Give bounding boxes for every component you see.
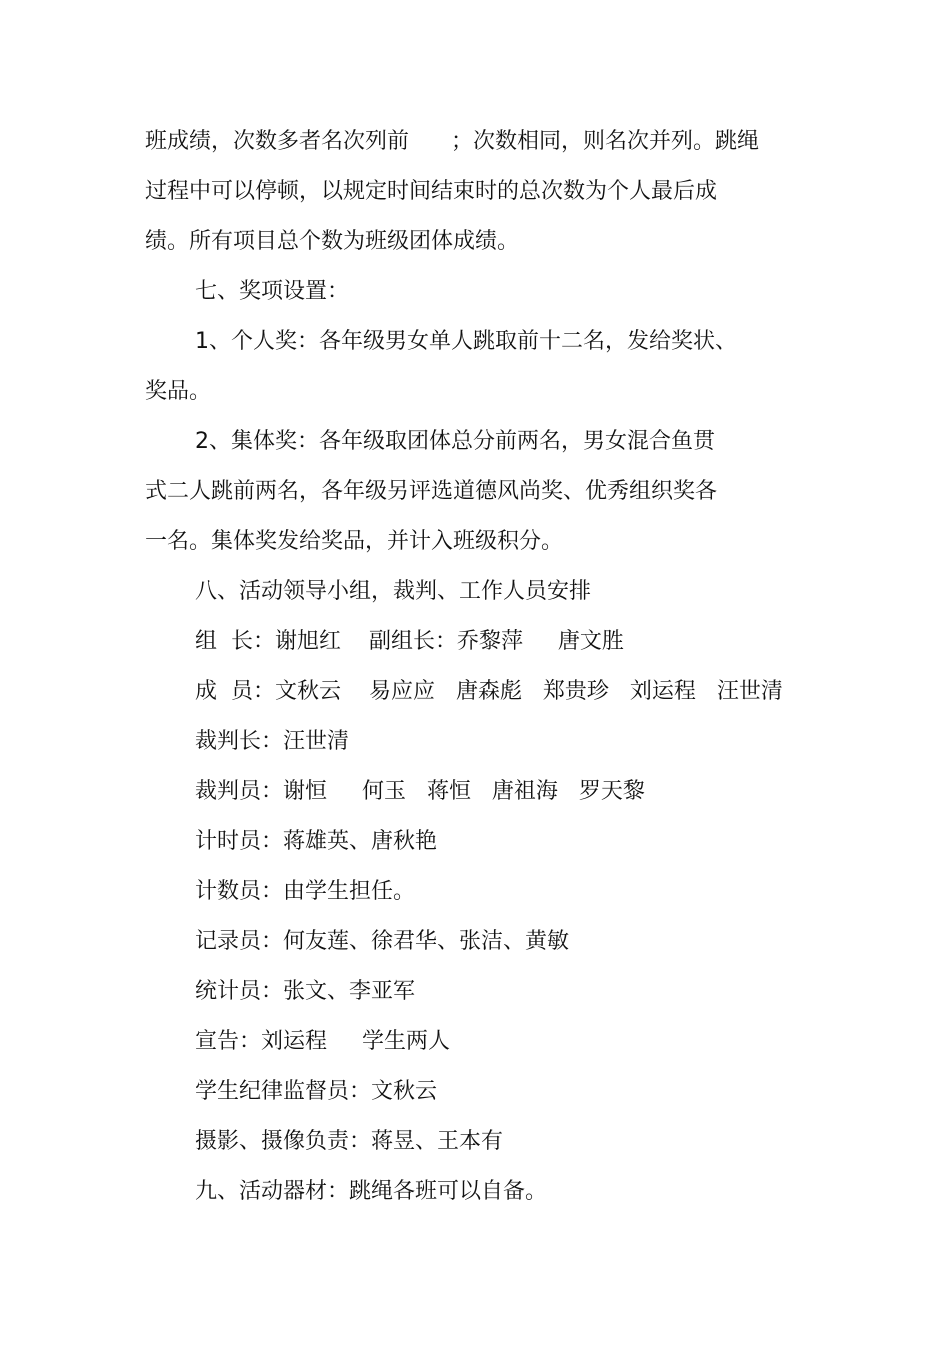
staff-line-recorders: 记录员：何友莲、徐君华、张洁、黄敏 — [195, 929, 570, 954]
staff-line-members: 成 员：文秋云 易应应 唐森彪 郑贵珍 刘运程 汪世清 — [195, 679, 783, 704]
staff-line-counters: 计数员：由学生担任。 — [195, 879, 416, 904]
text-line: 绩。所有项目总个数为班级团体成绩。 — [145, 229, 520, 254]
staff-line-chief-judge: 裁判长：汪世清 — [195, 729, 350, 754]
text-line: 2、集体奖：各年级取团体总分前两名，男女混合鱼贯 — [195, 429, 715, 454]
section-heading-awards: 七、奖项设置： — [195, 279, 350, 304]
text-line: 1、个人奖：各年级男女单人跳取前十二名，发给奖状、 — [195, 329, 737, 354]
text-line: 班成绩，次数多者名次列前 ；次数相同，则名次并列。跳绳 — [145, 129, 759, 154]
staff-line-discipline: 学生纪律监督员：文秋云 — [195, 1079, 438, 1104]
staff-line-leader: 组 长：谢旭红 副组长：乔黎萍 唐文胜 — [195, 629, 624, 654]
text-line: 过程中可以停顿，以规定时间结束时的总次数为个人最后成 — [145, 179, 718, 204]
section-heading-equipment: 九、活动器材：跳绳各班可以自备。 — [195, 1179, 548, 1204]
text-line: 奖品。 — [145, 379, 212, 404]
text-line: 一名。集体奖发给奖品，并计入班级积分。 — [145, 529, 564, 554]
staff-line-announcers: 宣告：刘运程 学生两人 — [195, 1029, 450, 1054]
staff-line-statisticians: 统计员：张文、李亚军 — [195, 979, 416, 1004]
staff-line-judges: 裁判员：谢恒 何玉 蒋恒 唐祖海 罗天黎 — [195, 779, 645, 804]
text-line: 式二人跳前两名，各年级另评选道德风尚奖、优秀组织奖各 — [145, 479, 718, 504]
staff-line-timers: 计时员：蒋雄英、唐秋艳 — [195, 829, 438, 854]
staff-line-photography: 摄影、摄像负责：蒋昱、王本有 — [195, 1129, 504, 1154]
section-heading-staff: 八、活动领导小组，裁判、工作人员安排 — [195, 579, 592, 604]
